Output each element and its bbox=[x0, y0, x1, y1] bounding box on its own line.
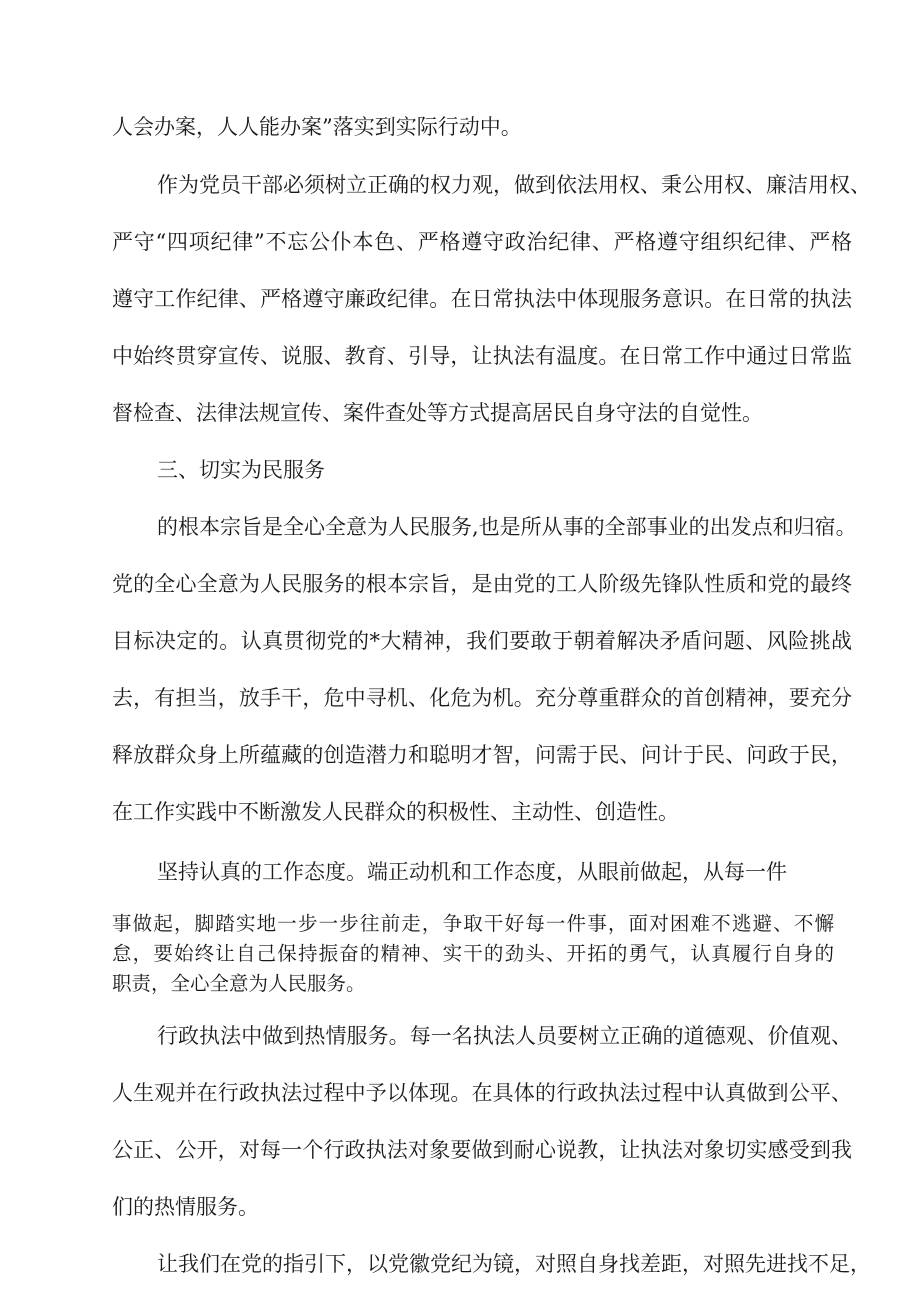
paragraph-line: 在工作实践中不断激发人民群众的积极性、主动性、创造性。 bbox=[112, 800, 679, 824]
paragraph-line: 的根本宗旨是全心全意为人民服务,也是所从事的全部事业的出发点和归宿。 bbox=[157, 515, 857, 539]
paragraph-line: 们的热情服务。 bbox=[112, 1195, 259, 1219]
paragraph-line: 怠，要始终让自己保持振奋的精神、实干的劲头、开拓的勇气，认真履行自身的 bbox=[112, 942, 834, 965]
paragraph-line: 党的全心全意为人民服务的根本宗旨，是由党的工人阶级先锋队性质和党的最终 bbox=[112, 572, 852, 596]
paragraph-line: 督检查、法律法规宣传、案件查处等方式提高居民自身守法的自觉性。 bbox=[112, 401, 763, 425]
paragraph-line: 遵守工作纪律、严格遵守廉政纪律。在日常执法中体现服务意识。在日常的执法 bbox=[112, 287, 852, 311]
section-heading: 三、切实为民服务 bbox=[157, 458, 325, 482]
paragraph-line: 目标决定的。认真贯彻党的*大精神，我们要敢于朝着解决矛盾问题、风险挑战 bbox=[112, 629, 852, 653]
paragraph-line: 释放群众身上所蕴藏的创造潜力和聪明才智，问需于民、问计于民、问政于民， bbox=[112, 743, 852, 767]
paragraph-line: 行政执法中做到热情服务。每一名执法人员要树立正确的道德观、价值观、 bbox=[157, 1024, 852, 1048]
paragraph-line: 中始终贯穿宣传、说服、教育、引导，让执法有温度。在日常工作中通过日常监 bbox=[112, 344, 852, 368]
paragraph-line: 职责，全心全意为人民服务。 bbox=[112, 972, 366, 995]
paragraph-line: 严守“四项纪律”不忘公仆本色、严格遵守政治纪律、严格遵守组织纪律、严格 bbox=[112, 230, 852, 254]
paragraph-line: 坚持认真的工作态度。端正动机和工作态度，从眼前做起，从每一件 bbox=[157, 860, 787, 884]
paragraph-line: 去，有担当，放手干，危中寻机、化危为机。充分尊重群众的首创精神，要充分 bbox=[112, 686, 852, 710]
paragraph-line: 公正、公开，对每一个行政执法对象要做到耐心说教，让执法对象切实感受到我 bbox=[112, 1138, 852, 1162]
paragraph-line: 人会办案，人人能办案”落实到实际行动中。 bbox=[112, 115, 522, 139]
paragraph-line: 作为党员干部必须树立正确的权力观，做到依法用权、秉公用权、廉洁用权、 bbox=[157, 173, 871, 197]
paragraph-line: 让我们在党的指引下，以党徽党纪为镜，对照自身找差距，对照先进找不足， bbox=[157, 1252, 871, 1276]
paragraph-line: 人生观并在行政执法过程中予以体现。在具体的行政执法过程中认真做到公平、 bbox=[112, 1081, 852, 1105]
paragraph-line: 事做起，脚踏实地一步一步往前走，争取干好每一件事，面对困难不逃避、不懈 bbox=[112, 912, 834, 935]
